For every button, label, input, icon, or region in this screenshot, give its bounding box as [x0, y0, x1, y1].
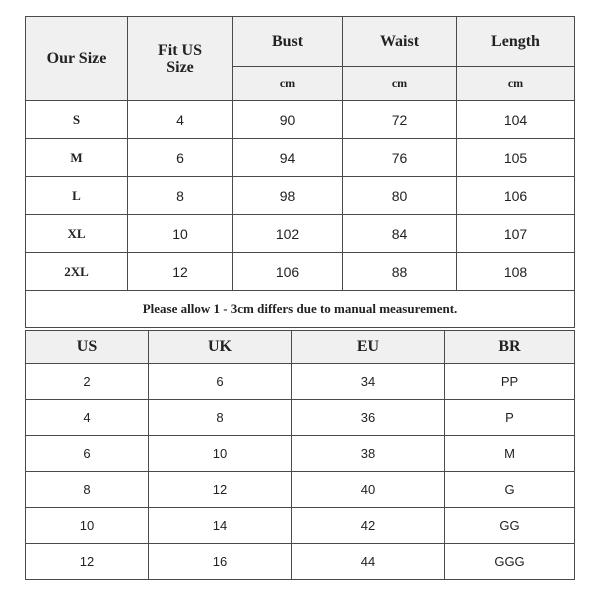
- table-row: [26, 177, 575, 215]
- waist-cell: 72: [343, 101, 457, 139]
- us-cell: 2: [26, 364, 149, 400]
- eu-cell: 44: [292, 544, 445, 580]
- length-cell: 104: [457, 101, 575, 139]
- us-size-cell: 4: [128, 101, 233, 139]
- uk-cell: 16: [149, 544, 292, 580]
- us-cell: 12: [26, 544, 149, 580]
- table-row: [26, 139, 575, 177]
- us-cell: 4: [26, 400, 149, 436]
- us-size-cell: 6: [128, 139, 233, 177]
- bust-cell: 102: [233, 215, 343, 253]
- size-chart-table: [25, 16, 575, 328]
- bust-header: Bust: [233, 17, 343, 67]
- waist-cell: 88: [343, 253, 457, 291]
- length-cell: 106: [457, 177, 575, 215]
- fit-us-size-label: Fit US Size: [158, 41, 202, 76]
- waist-cell: 76: [343, 139, 457, 177]
- br-header: BR: [445, 331, 575, 364]
- table-row: [26, 101, 575, 139]
- length-cell: 107: [457, 215, 575, 253]
- bust-unit: cm: [233, 67, 343, 101]
- us-size-cell: 8: [128, 177, 233, 215]
- waist-cell: 84: [343, 215, 457, 253]
- eu-cell: 36: [292, 400, 445, 436]
- size-cell: L: [26, 177, 128, 215]
- br-cell: GG: [445, 508, 575, 544]
- table-row: [26, 253, 575, 291]
- uk-cell: 12: [149, 472, 292, 508]
- size-cell: S: [26, 101, 128, 139]
- us-cell: 8: [26, 472, 149, 508]
- length-cell: 108: [457, 253, 575, 291]
- uk-cell: 6: [149, 364, 292, 400]
- eu-cell: 34: [292, 364, 445, 400]
- uk-cell: 14: [149, 508, 292, 544]
- uk-header: UK: [149, 331, 292, 364]
- uk-cell: 8: [149, 400, 292, 436]
- eu-cell: 42: [292, 508, 445, 544]
- table-row: [26, 436, 575, 472]
- measurement-note: Please allow 1 - 3cm differs due to manual measurement.: [26, 291, 575, 328]
- table-row: [26, 472, 575, 508]
- eu-cell: 38: [292, 436, 445, 472]
- fit-us-size-header: [128, 17, 233, 101]
- br-cell: P: [445, 400, 575, 436]
- table-row: [26, 400, 575, 436]
- table-row: [26, 215, 575, 253]
- bust-cell: 90: [233, 101, 343, 139]
- waist-unit: cm: [343, 67, 457, 101]
- uk-cell: 10: [149, 436, 292, 472]
- br-cell: G: [445, 472, 575, 508]
- bust-cell: 106: [233, 253, 343, 291]
- br-cell: PP: [445, 364, 575, 400]
- us-size-cell: 10: [128, 215, 233, 253]
- table-row: [26, 364, 575, 400]
- length-header: Length: [457, 17, 575, 67]
- table-row: [26, 508, 575, 544]
- us-size-cell: 12: [128, 253, 233, 291]
- size-conversion-table: [25, 330, 575, 580]
- length-cell: 105: [457, 139, 575, 177]
- br-cell: GGG: [445, 544, 575, 580]
- us-cell: 6: [26, 436, 149, 472]
- us-header: US: [26, 331, 149, 364]
- size-cell: XL: [26, 215, 128, 253]
- size-cell: 2XL: [26, 253, 128, 291]
- table-row: [26, 544, 575, 580]
- waist-header: Waist: [343, 17, 457, 67]
- length-unit: cm: [457, 67, 575, 101]
- size-conversion-body: [26, 364, 575, 580]
- our-size-header: Our Size: [26, 17, 128, 101]
- bust-cell: 94: [233, 139, 343, 177]
- eu-header: EU: [292, 331, 445, 364]
- us-cell: 10: [26, 508, 149, 544]
- br-cell: M: [445, 436, 575, 472]
- size-chart-body: [26, 101, 575, 291]
- bust-cell: 98: [233, 177, 343, 215]
- size-cell: M: [26, 139, 128, 177]
- waist-cell: 80: [343, 177, 457, 215]
- eu-cell: 40: [292, 472, 445, 508]
